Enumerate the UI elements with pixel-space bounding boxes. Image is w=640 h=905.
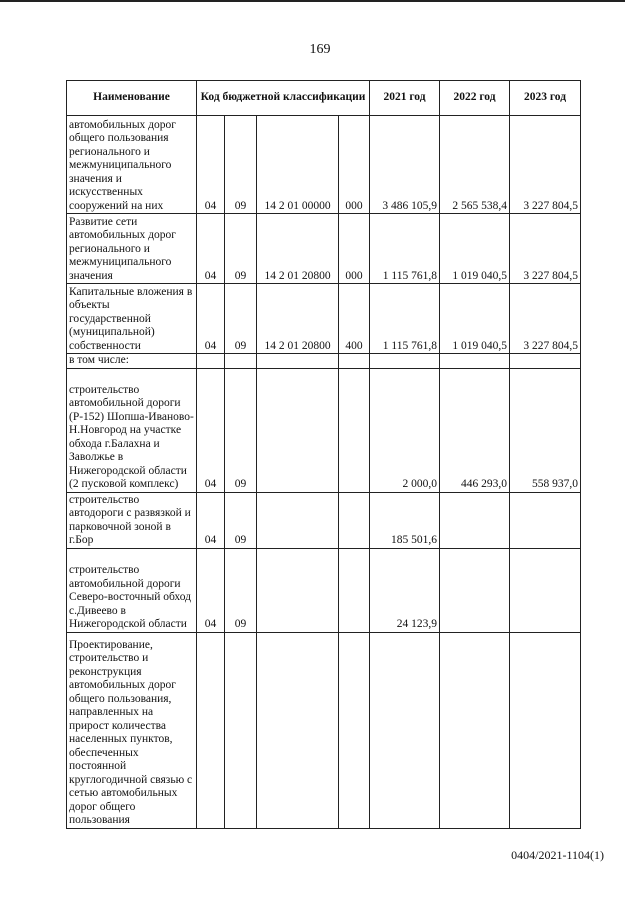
row-value-2022: 1 019 040,5 [440, 214, 510, 284]
page-number: 169 [309, 42, 331, 57]
row-value-2023 [510, 492, 581, 548]
row-code-subsection: 09 [225, 492, 257, 548]
row-code-section: 04 [197, 548, 225, 632]
row-value-2021: 1 115 761,8 [370, 214, 440, 284]
table-row [67, 492, 581, 548]
row-value-2021 [370, 354, 440, 369]
row-code-section: 04 [197, 116, 225, 214]
row-value-2023 [510, 632, 581, 828]
row-name: строительство автодороги с развязкой и парковочной зоной в г.Бор [67, 492, 197, 548]
header-budget-code: Код бюджетной классификации [197, 81, 370, 116]
row-code-expense-type: 000 [339, 116, 370, 214]
row-name: Капитальные вложения в объекты государственной (муниципальной) собственности [67, 284, 197, 354]
row-code-subsection: 09 [225, 548, 257, 632]
row-name: автомобильных дорог общего пользования регионального и межмуниципального значения и искусственных сооружений на них [67, 116, 197, 214]
row-code-subsection [225, 632, 257, 828]
row-value-2021 [370, 632, 440, 828]
row-code-section: 04 [197, 492, 225, 548]
row-name: Проектирование, строительство и реконструкция автомобильных дорог общего пользования, направленных на прирост количества населенных пунктов, обеспеченных постоянной круглогодичной связью с сетью автомобильных дорог общего пользования [67, 632, 197, 828]
row-code-expense-type [339, 548, 370, 632]
row-name: строительство автомобильной дороги (Р-152) Шопша-Иваново-Н.Новгород на участке обхода г.Балахна и Заволжье в Нижегородской области (2 пусковой комплекс) [67, 368, 197, 492]
document-code: 0404/2021-1104(1) [511, 848, 604, 862]
row-code-section [197, 354, 225, 369]
row-value-2023: 3 227 804,5 [510, 116, 581, 214]
table-row [67, 368, 581, 492]
row-code-target [257, 368, 339, 492]
row-code-section: 04 [197, 214, 225, 284]
header-year-2022: 2022 год [440, 81, 510, 116]
row-code-subsection: 09 [225, 116, 257, 214]
row-value-2021: 1 115 761,8 [370, 284, 440, 354]
row-code-expense-type [339, 354, 370, 369]
row-code-subsection: 09 [225, 284, 257, 354]
row-value-2023: 558 937,0 [510, 368, 581, 492]
table-row [67, 632, 581, 828]
budget-table [66, 80, 581, 829]
row-code-subsection [225, 354, 257, 369]
row-value-2023 [510, 548, 581, 632]
row-code-target [257, 548, 339, 632]
row-name: в том числе: [67, 354, 197, 369]
header-year-2023: 2023 год [510, 81, 581, 116]
row-code-target [257, 632, 339, 828]
row-value-2022: 446 293,0 [440, 368, 510, 492]
row-code-expense-type: 400 [339, 284, 370, 354]
row-value-2022: 1 019 040,5 [440, 284, 510, 354]
row-code-target [257, 354, 339, 369]
row-value-2021: 3 486 105,9 [370, 116, 440, 214]
header-name: Наименование [67, 81, 197, 116]
row-value-2023 [510, 354, 581, 369]
row-value-2023: 3 227 804,5 [510, 284, 581, 354]
row-value-2022 [440, 548, 510, 632]
row-code-section [197, 632, 225, 828]
row-code-expense-type: 000 [339, 214, 370, 284]
row-code-expense-type [339, 368, 370, 492]
table-row [67, 548, 581, 632]
table-row [67, 116, 581, 214]
row-value-2021: 24 123,9 [370, 548, 440, 632]
row-value-2022: 2 565 538,4 [440, 116, 510, 214]
row-name: строительство автомобильной дороги Северо-восточный обход с.Дивеево в Нижегородской области [67, 548, 197, 632]
row-name: Развитие сети автомобильных дорог регионального и межмуниципального значения [67, 214, 197, 284]
row-value-2022 [440, 632, 510, 828]
table-row [67, 354, 581, 369]
top-border-line [0, 0, 625, 2]
row-code-target [257, 492, 339, 548]
row-code-target: 14 2 01 20800 [257, 214, 339, 284]
row-value-2023: 3 227 804,5 [510, 214, 581, 284]
row-value-2022 [440, 492, 510, 548]
row-code-subsection: 09 [225, 368, 257, 492]
row-code-expense-type [339, 492, 370, 548]
table-row [67, 214, 581, 284]
row-value-2021: 2 000,0 [370, 368, 440, 492]
row-value-2021: 185 501,6 [370, 492, 440, 548]
row-code-expense-type [339, 632, 370, 828]
row-code-subsection: 09 [225, 214, 257, 284]
row-code-section: 04 [197, 284, 225, 354]
table-header-row [67, 81, 581, 116]
header-year-2021: 2021 год [370, 81, 440, 116]
row-code-target: 14 2 01 20800 [257, 284, 339, 354]
table-row [67, 284, 581, 354]
row-value-2022 [440, 354, 510, 369]
row-code-target: 14 2 01 00000 [257, 116, 339, 214]
row-code-section: 04 [197, 368, 225, 492]
